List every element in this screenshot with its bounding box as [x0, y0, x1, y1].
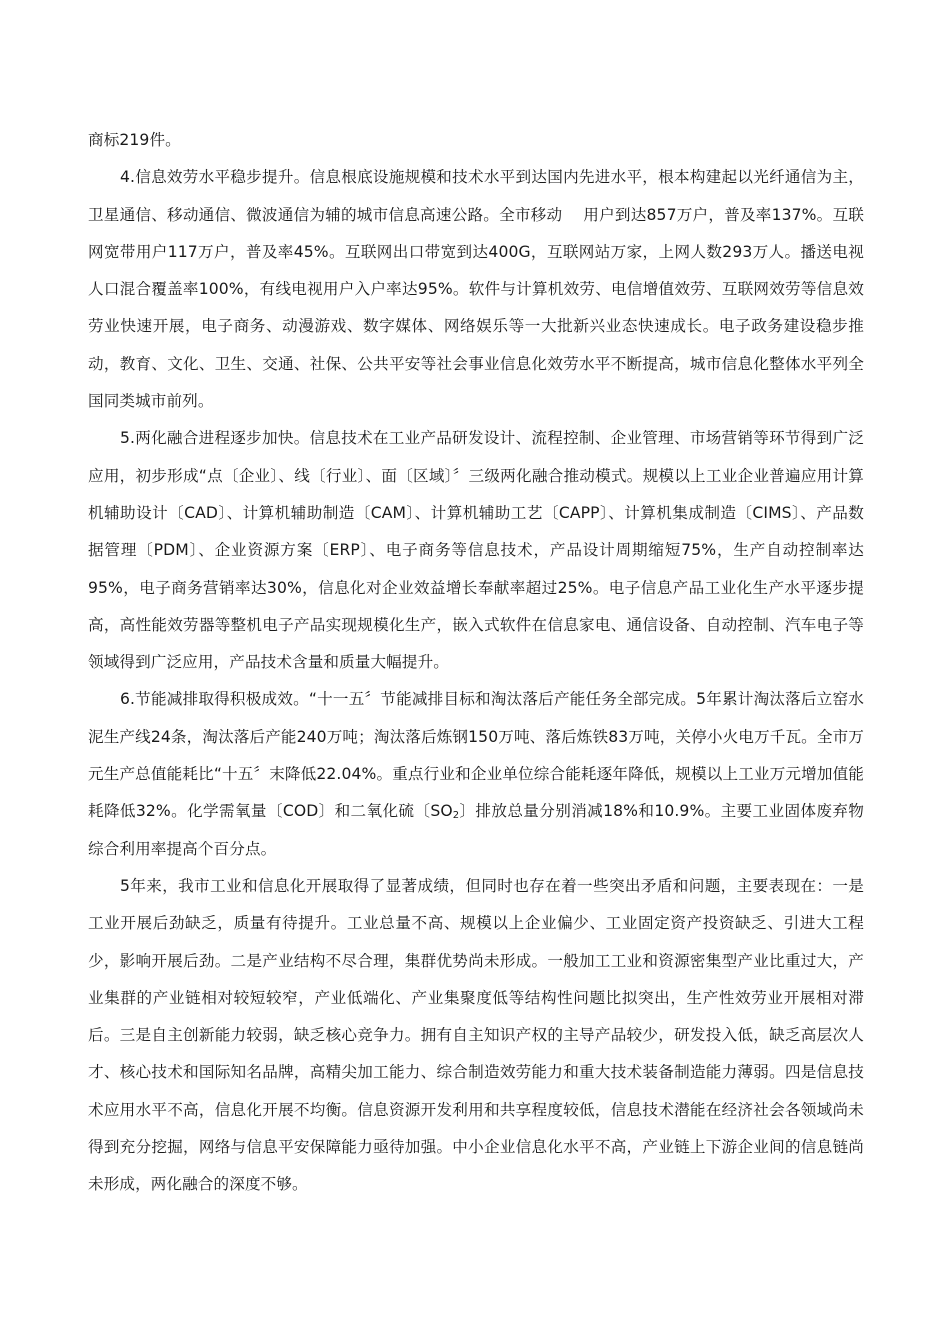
paragraph-energy-saving — [88, 681, 864, 867]
so2-subscript: 2 — [452, 810, 460, 822]
paragraph-integration-progress: 5.两化融合进程逐步加快。信息技术在工业产品研发设计、流程控制、企业管理、市场营销等环节得到广泛应用，初步形成“点〔企业〕、线〔行业〕、面〔区域〕〞三级两化融合推动模式。规模以上工业企业普遍应用计算机辅助设计〔CAD〕、计算机辅助制造〔CAM〕、计算机辅助工艺〔CAPP〕、计算机集成制造〔CIMS〕、产品数据管理〔PDM〕、企业资源方案〔ERP〕、电子商务等信息技术，产品设计周期缩短75%，生产自动控制率达95%，电子商务营销率达30%，信息化对企业效益增长奉献率超过25%。电子信息产品工业化生产水平逐步提高，高性能效劳器等整机电子产品实现规模化生产，嵌入式软件在信息家电、通信设备、自动控制、汽车电子等领域得到广泛应用，产品技术含量和质量大幅提升。 — [88, 429, 864, 672]
energy-text-after-subscript: 〕排放总量分别消减18%和10.9%。主要工业固体废弃物综合利用率提高个百分点。 — [88, 802, 864, 858]
document-body — [88, 122, 864, 1204]
energy-text-before-subscript: 6.节能减排取得积极成效。“十一五〞节能减排目标和淘汰落后产能任务全部完成。5年累计淘汰落后立窑水泥生产线24条，淘汰落后产能240万吨；淘汰落后炼钢150万吨、落后炼铁83万吨，关停小火电万千瓦。全市万元生产总值能耗比“十五〞末降低22.04%。重点行业和企业单位综合能耗逐年降低，规模以上工业万元增加值能耗降低32%。化学需氧量〔COD〕和二氧化硫〔SO — [88, 690, 864, 821]
paragraph-information-services: 4.信息效劳水平稳步提升。信息根底设施规模和技术水平到达国内先进水平，根本构建起以光纤通信为主，卫星通信、移动通信、微波通信为辅的城市信息高速公路。全市移动 用户到达857万户，普及率137%。互联网宽带用户117万户，普及率45%。互联网出口带宽到达400G，互联网站万家，上网人数293万人。播送电视人口混合覆盖率100%，有线电视用户入户率达95%。软件与计算机效劳、电信增值效劳、互联网效劳等信息效劳业快速开展，电子商务、动漫游戏、数字媒体、网络娱乐等一大批新兴业态快速成长。电子政务建设稳步推动，教育、文化、卫生、交通、社保、公共平安等社会事业信息化效劳水平不断提高，城市信息化整体水平列全国同类城市前列。 — [88, 168, 864, 411]
paragraph-problems-summary: 5年来，我市工业和信息化开展取得了显著成绩，但同时也存在着一些突出矛盾和问题，主要表现在：一是工业开展后劲缺乏，质量有待提升。工业总量不高、规模以上企业偏少、工业固定资产投资缺乏、引进大工程少，影响开展后劲。二是产业结构不尽合理，集群优势尚未形成。一般加工工业和资源密集型产业比重过大，产业集群的产业链相对较短较窄，产业低端化、产业集聚度低等结构性问题比拟突出，生产性效劳业开展相对滞后。三是自主创新能力较弱，缺乏核心竞争力。拥有自主知识产权的主导产品较少，研发投入低，缺乏高层次人才、核心技术和国际知名品牌，高精尖加工能力、综合制造效劳能力和重大技术装备制造能力薄弱。四是信息技术应用水平不高，信息化开展不均衡。信息资源开发利用和共享程度较低，信息技术潜能在经济社会各领域尚未得到充分挖掘，网络与信息平安保障能力亟待加强。中小企业信息化水平不高，产业链上下游企业间的信息链尚未形成，两化融合的深度不够。 — [88, 876, 864, 1194]
paragraph-continuation: 商标219件。 — [88, 131, 181, 149]
